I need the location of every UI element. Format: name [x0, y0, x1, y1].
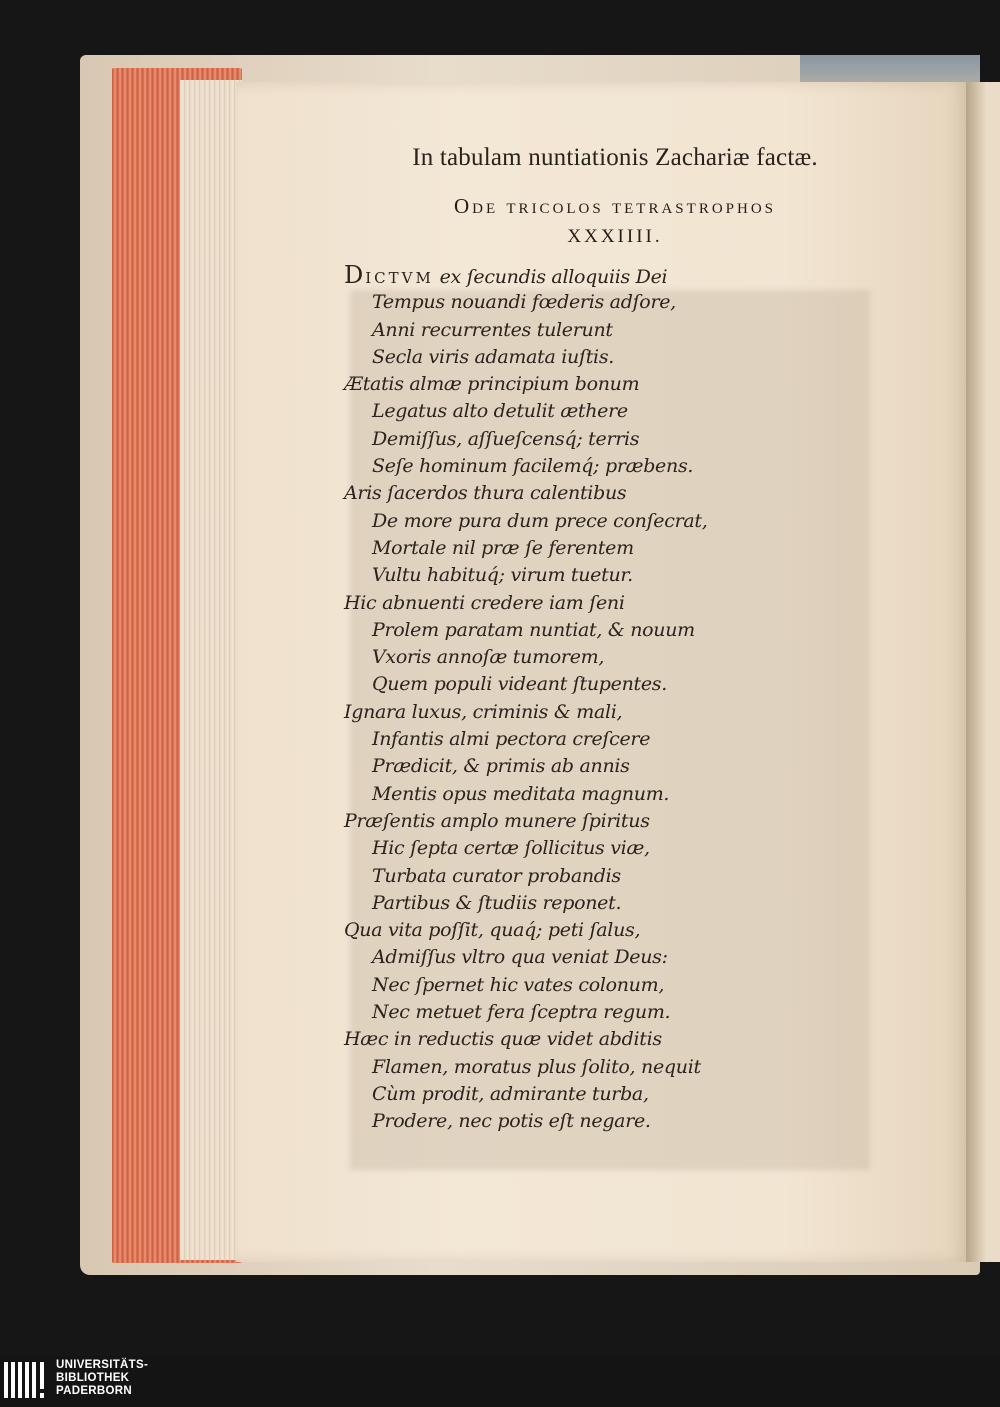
poem-line: Legatus alto detulit æthere — [372, 400, 628, 423]
poem-line: Mortale nil præ ſe ferentem — [372, 536, 634, 559]
poem-line: Prolem paratam nuntiat, & nouum — [372, 618, 695, 641]
poem-line: Infantis almi pectora creſcere — [372, 728, 651, 751]
poem-line: Demiſſus, aſſueſcensq́; terris — [372, 427, 640, 450]
facing-page-edge — [966, 82, 1000, 1262]
poem-line: Hic abnuenti credere iam ſeni — [344, 591, 625, 614]
poem-line: Prodere, nec potis eſt negare. — [372, 1110, 651, 1133]
poem-line: Cùm prodit, admirante turba, — [372, 1082, 649, 1105]
poem-line: De more pura dum prece conſecrat, — [372, 509, 708, 532]
ode-heading: Ode tricolos tetrastrophos — [453, 194, 776, 218]
ode-number: XXXIIII. — [567, 226, 663, 247]
poem-line: Præſentis amplo munere ſpiritus — [344, 809, 650, 832]
page-edges-inner — [180, 80, 242, 1260]
logo-line-1: UNIVERSITÄTS- — [56, 1359, 149, 1371]
poem-line: Secla viris adamata iuſtis. — [372, 345, 615, 368]
first-word: ICTVM — [365, 269, 434, 287]
poem-line: Vultu habituq́; virum tuetur. — [372, 564, 633, 587]
poem-line: Seſe hominum facilemq́; præbens. — [372, 455, 694, 478]
logo-line-3: PADERBORN — [56, 1385, 132, 1397]
poem-line: Hæc in reductis quæ videt abditis — [344, 1028, 662, 1051]
poem-line: Flamen, moratus plus ſolito, nequit — [372, 1055, 701, 1078]
footer-bar — [0, 1356, 1000, 1407]
poem-line: Tempus nouandi fœderis adſore, — [372, 291, 676, 314]
first-line-rest: ex ſecundis alloquiis Dei — [433, 266, 668, 288]
poem-line: Partibus & ſtudiis reponet. — [372, 891, 622, 914]
page-title: In tabulam nuntiationis Zachariæ factæ. — [412, 144, 818, 171]
poem-line: Prædicit, & primis ab annis — [372, 755, 630, 778]
drop-capital: D — [344, 261, 366, 289]
poem-line: Aris ſacerdos thura calentibus — [344, 482, 627, 505]
library-logo-icon — [4, 1360, 48, 1400]
library-logo-text — [56, 1359, 148, 1398]
poem-line: Mentis opus meditata magnum. — [372, 782, 670, 805]
poem-line: Nec ſpernet hic vates colonum, — [372, 973, 665, 996]
logo-line-2: BIBLIOTHEK — [56, 1372, 130, 1384]
poem-line: Turbata curator probandis — [372, 864, 621, 887]
poem-line: Hic ſepta certæ ſollicitus viæ, — [372, 837, 650, 860]
poem-text — [344, 262, 904, 1136]
poem-line-first — [344, 262, 904, 289]
poem-line: Vxoris annoſæ tumorem, — [372, 646, 605, 669]
poem-line: Anni recurrentes tulerunt — [372, 318, 613, 341]
poem-line: Nec metuet fera ſceptra regum. — [372, 1001, 671, 1024]
poem-line: Quem populi videant ſtupentes. — [372, 673, 667, 696]
poem-line: Admiſſus vltro qua veniat Deus: — [372, 946, 668, 969]
poem-line: Qua vita poſſit, quaq́; peti ſalus, — [344, 919, 641, 942]
poem-line: Ætatis almæ principium bonum — [344, 373, 640, 396]
poem-line: Ignara luxus, criminis & mali, — [344, 700, 623, 723]
